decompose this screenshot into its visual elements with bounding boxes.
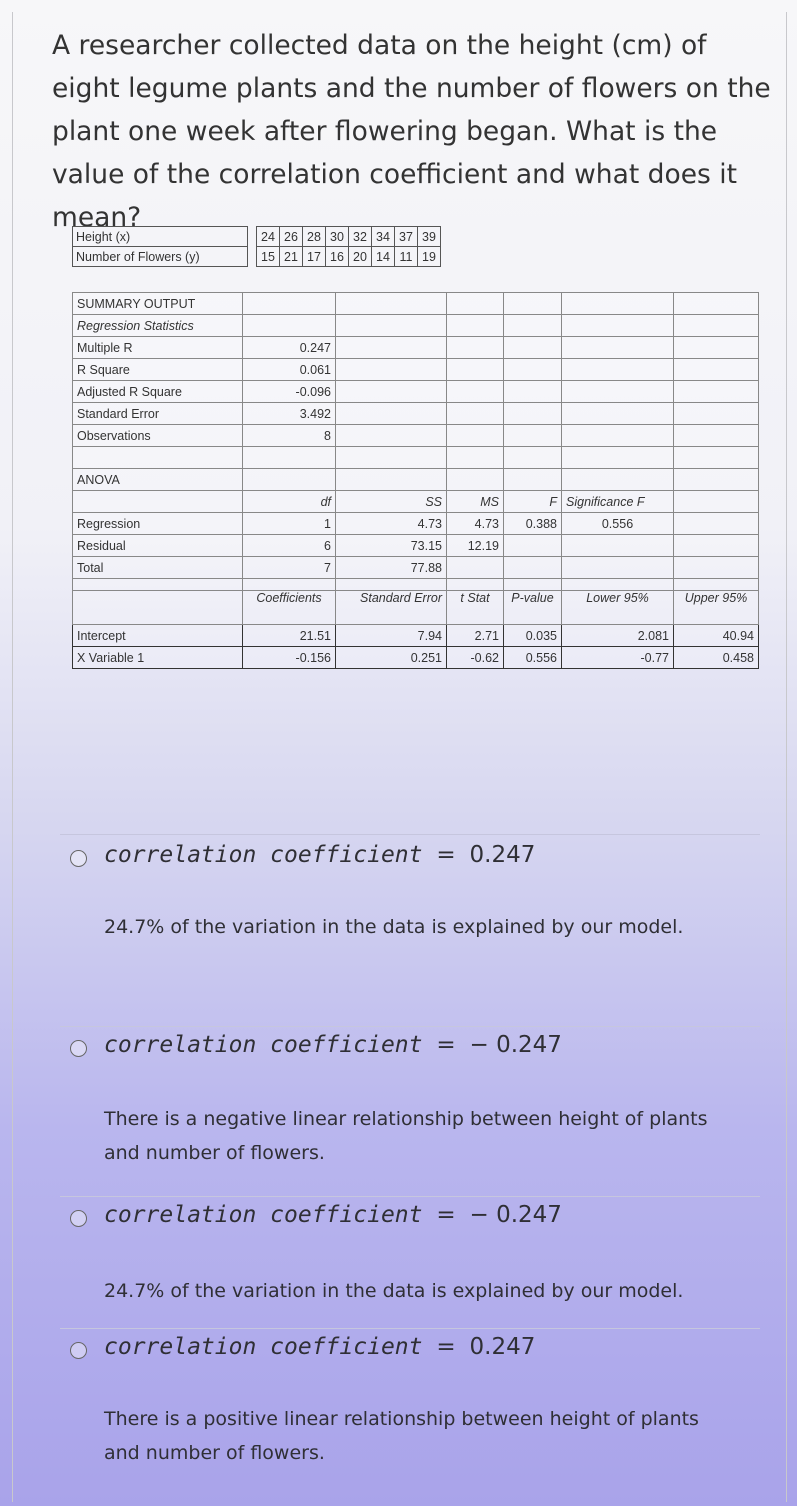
stat-value: 0.061 bbox=[243, 359, 336, 381]
flowers-row bbox=[73, 247, 441, 267]
anova-title: ANOVA bbox=[73, 469, 243, 491]
coef-label: Intercept bbox=[73, 625, 243, 647]
flowers-value: 16 bbox=[326, 247, 349, 267]
height-value: 28 bbox=[303, 227, 326, 247]
upper95-header: Upper 95% bbox=[674, 591, 759, 625]
regression-stats-title: Regression Statistics bbox=[73, 315, 243, 337]
stat-label: Adjusted R Square bbox=[73, 381, 243, 403]
option-formula: correlation coefficient = 0.247 bbox=[104, 842, 536, 868]
regression-output-table bbox=[72, 292, 759, 669]
divider bbox=[60, 834, 760, 835]
table-row bbox=[73, 469, 759, 491]
radio-button[interactable] bbox=[70, 1210, 87, 1227]
divider bbox=[60, 1196, 760, 1197]
option-value: 0.247 bbox=[469, 842, 536, 868]
height-value: 30 bbox=[326, 227, 349, 247]
flowers-value: 20 bbox=[349, 247, 372, 267]
height-value: 39 bbox=[418, 227, 441, 247]
lower95-header: Lower 95% bbox=[562, 591, 674, 625]
height-value: 37 bbox=[395, 227, 418, 247]
stderr-header: Standard Error bbox=[336, 591, 447, 625]
radio-button[interactable] bbox=[70, 850, 87, 867]
table-row bbox=[73, 293, 759, 315]
data-table bbox=[72, 226, 441, 267]
height-label: Height (x) bbox=[73, 227, 248, 247]
height-value: 24 bbox=[257, 227, 280, 247]
anova-label: Total bbox=[73, 557, 243, 579]
flowers-value: 17 bbox=[303, 247, 326, 267]
table-row: Residual 6 73.15 12.19 bbox=[73, 535, 759, 557]
stat-value: 0.247 bbox=[243, 337, 336, 359]
anova-header-ms: MS bbox=[447, 491, 504, 513]
table-row bbox=[73, 359, 759, 381]
table-row bbox=[73, 381, 759, 403]
radio-button[interactable] bbox=[70, 1040, 87, 1057]
option-value: 0.247 bbox=[469, 1334, 536, 1360]
stat-label: Multiple R bbox=[73, 337, 243, 359]
option-text: There is a positive linear relationship between height of plants and number of flowers. bbox=[104, 1408, 699, 1464]
anova-label: Regression bbox=[73, 513, 243, 535]
table-row bbox=[73, 403, 759, 425]
table-row bbox=[73, 315, 759, 337]
table-row bbox=[73, 491, 759, 513]
option-formula: correlation coefficient = 0.247 bbox=[104, 1334, 536, 1360]
height-value: 32 bbox=[349, 227, 372, 247]
coef-header: Coefficients bbox=[243, 591, 336, 625]
pvalue-header: P-value bbox=[504, 591, 562, 625]
table-row bbox=[73, 337, 759, 359]
divider bbox=[60, 1328, 760, 1329]
table-row: X Variable 1 -0.156 0.251 -0.62 0.556 -0.77 0.458 bbox=[73, 647, 759, 669]
anova-header-ss: SS bbox=[336, 491, 447, 513]
option-text: 24.7% of the variation in the data is explained by our model. bbox=[104, 1280, 684, 1302]
anova-header-sig: Significance F bbox=[562, 491, 674, 513]
stat-value: -0.096 bbox=[243, 381, 336, 403]
coef-label: X Variable 1 bbox=[73, 647, 243, 669]
option-formula: correlation coefficient = − 0.247 bbox=[104, 1202, 562, 1228]
anova-header-f: F bbox=[504, 491, 562, 513]
stat-label: Standard Error bbox=[73, 403, 243, 425]
table-row bbox=[73, 591, 759, 625]
table-row: Total 7 77.88 bbox=[73, 557, 759, 579]
anova-header-df: df bbox=[243, 491, 336, 513]
flowers-value: 14 bbox=[372, 247, 395, 267]
flowers-value: 19 bbox=[418, 247, 441, 267]
table-row: Regression 1 4.73 4.73 0.388 0.556 bbox=[73, 513, 759, 535]
option-text: There is a negative linear relationship between height of plants and number of flowers. bbox=[104, 1108, 708, 1164]
option-text: 24.7% of the variation in the data is explained by our model. bbox=[104, 916, 684, 938]
stat-label: Observations bbox=[73, 425, 243, 447]
divider bbox=[60, 1026, 760, 1027]
option-value: − 0.247 bbox=[469, 1032, 562, 1058]
table-row: Intercept 21.51 7.94 2.71 0.035 2.081 40.94 bbox=[73, 625, 759, 647]
height-value: 26 bbox=[280, 227, 303, 247]
stat-label: R Square bbox=[73, 359, 243, 381]
table-row bbox=[73, 425, 759, 447]
stat-value: 8 bbox=[243, 425, 336, 447]
flowers-value: 11 bbox=[395, 247, 418, 267]
flowers-label: Number of Flowers (y) bbox=[73, 247, 248, 267]
stat-value: 3.492 bbox=[243, 403, 336, 425]
option-formula: correlation coefficient = − 0.247 bbox=[104, 1032, 562, 1058]
height-row bbox=[73, 227, 441, 247]
flowers-value: 15 bbox=[257, 247, 280, 267]
summary-title: SUMMARY OUTPUT bbox=[73, 293, 243, 315]
anova-label: Residual bbox=[73, 535, 243, 557]
option-value: − 0.247 bbox=[469, 1202, 562, 1228]
tstat-header: t Stat bbox=[447, 591, 504, 625]
radio-button[interactable] bbox=[70, 1342, 87, 1359]
flowers-value: 21 bbox=[280, 247, 303, 267]
height-value: 34 bbox=[372, 227, 395, 247]
question-text: A researcher collected data on the height (cm) of eight legume plants and the number of flowers on the plant one week after flowering began. What is the value of the correlation coefficient and what does it mean? bbox=[52, 30, 771, 233]
